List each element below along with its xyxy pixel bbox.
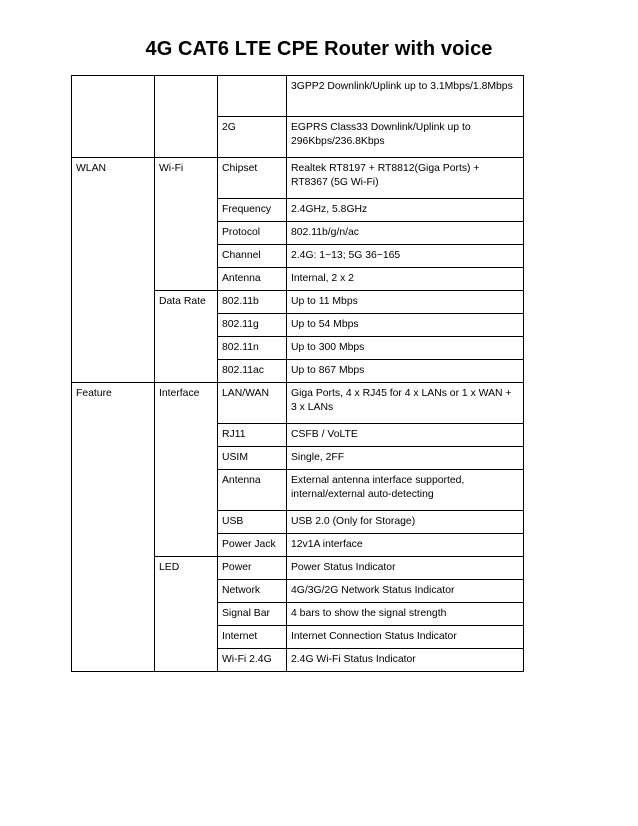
value-cell: Internet Connection Status Indicator — [287, 626, 524, 649]
value-cell: Giga Ports, 4 x RJ45 for 4 x LANs or 1 x WAN + 3 x LANs — [287, 383, 524, 424]
value-cell: Power Status Indicator — [287, 557, 524, 580]
spec-table — [71, 75, 524, 672]
item-cell: Antenna — [218, 268, 287, 291]
group-cell: Wi-Fi — [155, 158, 218, 291]
value-cell: Up to 11 Mbps — [287, 291, 524, 314]
value-cell: 2.4G Wi-Fi Status Indicator — [287, 649, 524, 672]
item-cell: LAN/WAN — [218, 383, 287, 424]
item-cell: Protocol — [218, 222, 287, 245]
item-cell: USIM — [218, 447, 287, 470]
item-cell: 802.11n — [218, 337, 287, 360]
item-cell: 802.11b — [218, 291, 287, 314]
value-cell: USB 2.0 (Only for Storage) — [287, 511, 524, 534]
category-cell — [72, 76, 155, 158]
table-row — [72, 158, 524, 199]
group-cell: LED — [155, 557, 218, 672]
item-cell — [218, 76, 287, 117]
group-cell: Data Rate — [155, 291, 218, 383]
value-cell: External antenna interface supported, internal/external auto-detecting — [287, 470, 524, 511]
value-cell: Single, 2FF — [287, 447, 524, 470]
item-cell: Channel — [218, 245, 287, 268]
group-cell: Interface — [155, 383, 218, 557]
value-cell: 2.4G: 1~13; 5G 36~165 — [287, 245, 524, 268]
item-cell: Network — [218, 580, 287, 603]
value-cell: Internal, 2 x 2 — [287, 268, 524, 291]
document-title: 4G CAT6 LTE CPE Router with voice — [145, 38, 493, 60]
value-cell: Up to 867 Mbps — [287, 360, 524, 383]
item-cell: 802.11ac — [218, 360, 287, 383]
value-cell: 3GPP2 Downlink/Uplink up to 3.1Mbps/1.8Mbps — [287, 76, 524, 117]
value-cell: 4 bars to show the signal strength — [287, 603, 524, 626]
item-cell: RJ11 — [218, 424, 287, 447]
item-cell: 2G — [218, 117, 287, 158]
item-cell: Antenna — [218, 470, 287, 511]
value-cell: CSFB / VoLTE — [287, 424, 524, 447]
item-cell: Power — [218, 557, 287, 580]
item-cell: Frequency — [218, 199, 287, 222]
value-cell: 4G/3G/2G Network Status Indicator — [287, 580, 524, 603]
value-cell: EGPRS Class33 Downlink/Uplink up to 296Kbps/236.8Kbps — [287, 117, 524, 158]
item-cell: Internet — [218, 626, 287, 649]
table-row — [72, 383, 524, 424]
value-cell: 2.4GHz, 5.8GHz — [287, 199, 524, 222]
value-cell: 802.11b/g/n/ac — [287, 222, 524, 245]
value-cell: Up to 54 Mbps — [287, 314, 524, 337]
item-cell: USB — [218, 511, 287, 534]
item-cell: Wi-Fi 2.4G — [218, 649, 287, 672]
value-cell: 12v1A interface — [287, 534, 524, 557]
item-cell: Signal Bar — [218, 603, 287, 626]
value-cell: Realtek RT8197 + RT8812(Giga Ports) + RT8367 (5G Wi-Fi) — [287, 158, 524, 199]
item-cell: Power Jack — [218, 534, 287, 557]
group-cell — [155, 76, 218, 158]
item-cell: 802.11g — [218, 314, 287, 337]
item-cell: Chipset — [218, 158, 287, 199]
category-cell: WLAN — [72, 158, 155, 383]
value-cell: Up to 300 Mbps — [287, 337, 524, 360]
table-row — [72, 76, 524, 117]
category-cell: Feature — [72, 383, 155, 672]
